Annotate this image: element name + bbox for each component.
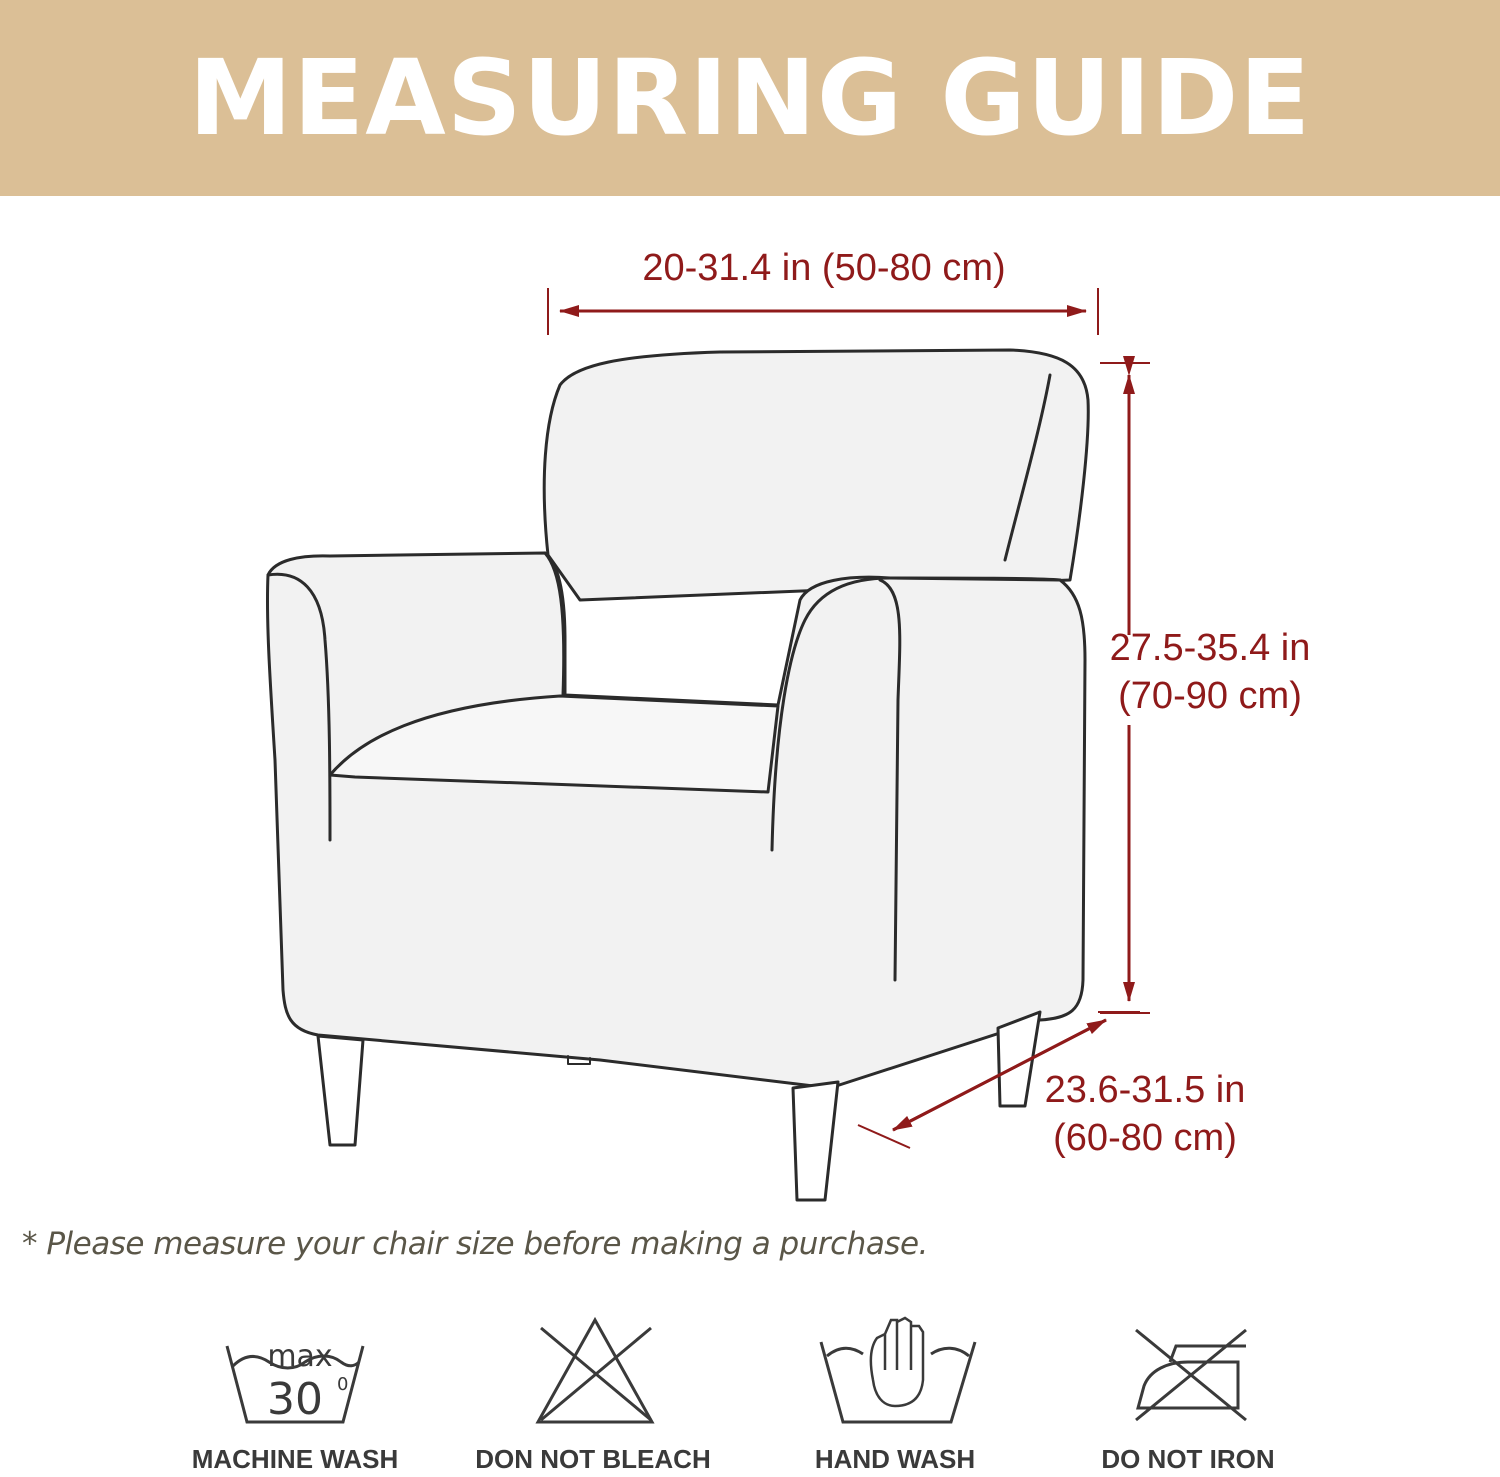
height-label-in: 27.5-35.4 in xyxy=(1109,627,1311,669)
machine-wash-degree-text: 0 xyxy=(337,1374,349,1395)
height-label-cm: (70-90 cm) xyxy=(1118,675,1302,717)
page-title: MEASURING GUIDE xyxy=(188,37,1312,159)
do-not-iron-icon xyxy=(1038,1310,1338,1440)
hand-wash-label: HAND WASH xyxy=(814,1444,976,1474)
height-dimension-label xyxy=(1080,624,1340,720)
hand-wash-icon xyxy=(745,1310,1045,1440)
depth-label-cm: (60-80 cm) xyxy=(1053,1117,1237,1159)
care-item-do-not-bleach xyxy=(443,1310,743,1477)
care-item-do-not-iron xyxy=(1038,1310,1338,1477)
machine-wash-label: MACHINE WASH xyxy=(191,1444,399,1474)
do-not-bleach-label: DON NOT BLEACH xyxy=(475,1444,711,1474)
depth-dimension-label xyxy=(1020,1066,1270,1162)
do-not-bleach-icon xyxy=(443,1310,743,1440)
chair-drawing xyxy=(267,350,1088,1200)
care-item-hand-wash xyxy=(745,1310,1045,1477)
machine-wash-temp-text: 30 xyxy=(267,1374,323,1425)
care-item-machine-wash xyxy=(145,1310,445,1477)
width-label-text: 20-31.4 in (50-80 cm) xyxy=(642,247,1006,289)
do-not-iron-label: DO NOT IRON xyxy=(1101,1444,1275,1474)
width-dimension-label xyxy=(574,244,1074,292)
machine-wash-max-text: max xyxy=(267,1339,333,1374)
machine-wash-icon xyxy=(145,1310,445,1440)
depth-label-in: 23.6-31.5 in xyxy=(1044,1069,1246,1111)
measure-note: * Please measure your chair size before making a purchase. xyxy=(22,1226,928,1262)
